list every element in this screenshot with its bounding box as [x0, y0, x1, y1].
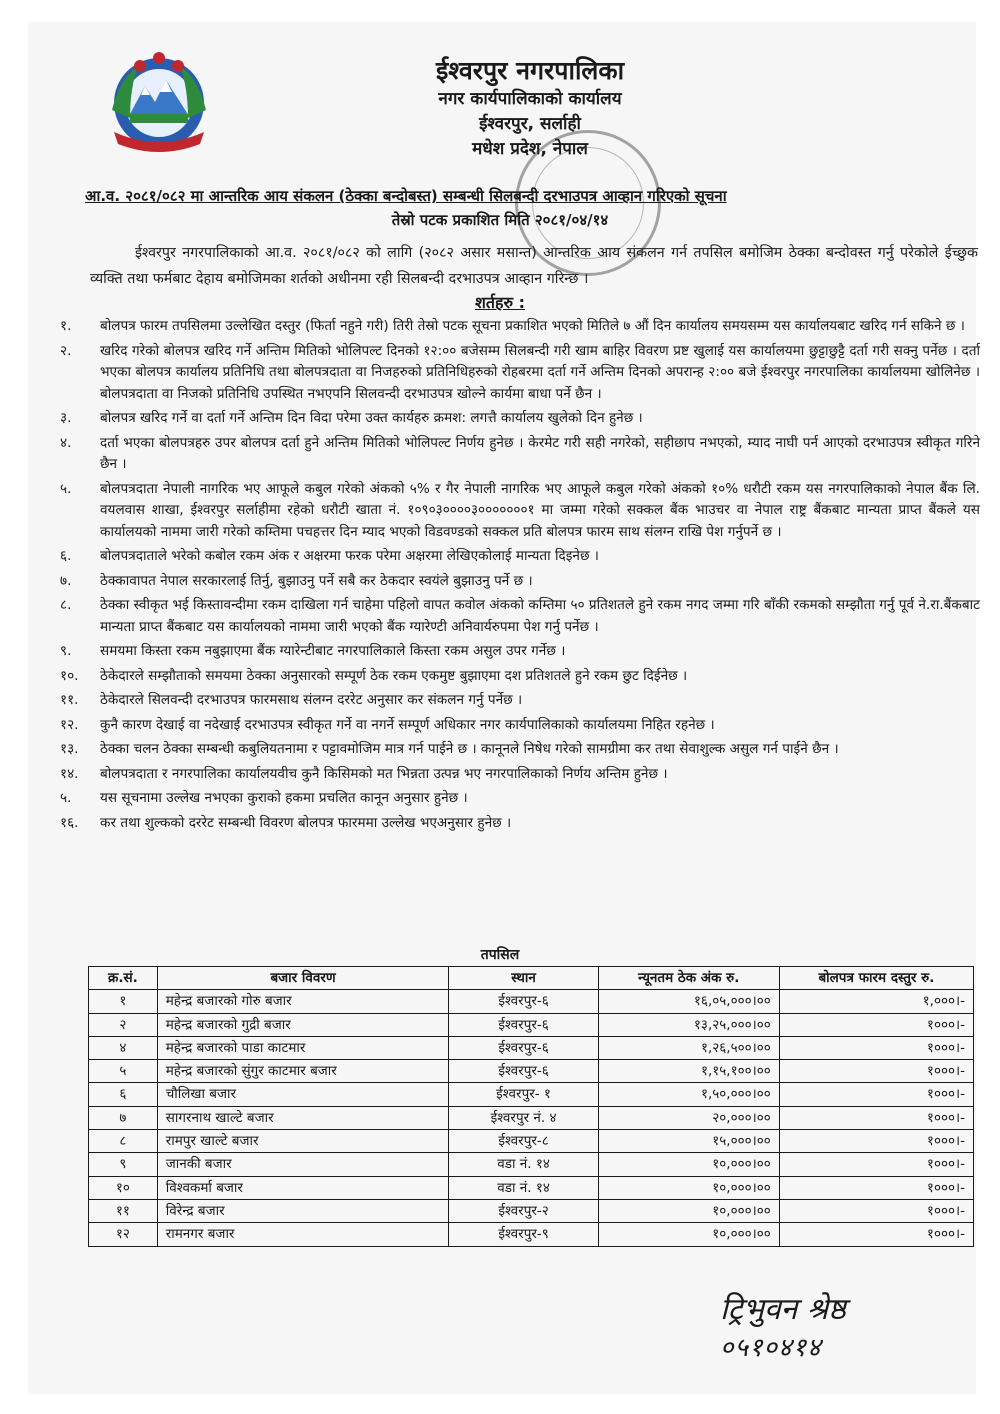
condition-number: १२. [60, 716, 79, 733]
condition-text: ठेक्कावापत नेपाल सरकारलाई तिर्नु, बुझाउनु पर्ने सबै कर ठेकदार स्वयंले बुझाउनु पर्ने छ । [100, 572, 533, 589]
cell-fee: १०००।- [779, 1106, 973, 1129]
cell-serial: ५ [89, 1060, 158, 1083]
cell-market: महेन्द्र बजारको सुंगुर काटमार बजार [157, 1060, 449, 1083]
header-form-fee: बोलपत्र फारम दस्तुर रु. [779, 967, 973, 990]
header-minimum-amount: न्यूनतम ठेक अंक रु. [598, 967, 779, 990]
cell-location: ईश्वरपुर-६ [449, 1013, 598, 1036]
header-market-description: बजार विवरण [157, 967, 449, 990]
table-row [89, 990, 974, 1013]
condition-number: ५. [60, 790, 72, 806]
cell-market: रामनगर बजार [157, 1223, 449, 1246]
intro-paragraph: ईश्वरपुर नगरपालिकाको आ.व. २०८१/०८२ को लागि (२०८२ असार मसान्त) आन्तरिक आय संकलन गर्न तपसिल बमोजिम ठेक्का बन्दोवस्त गर्नु परेकोले ईच्छुक व्यक्ति तथा फर्मबाट देहाय बमोजिमका शर्तको अधीनमा रही सिलबन्दी दरभाउपत्र आव्हान गरिन्छ । [90, 245, 978, 287]
condition-text: खरिद गरेको बोलपत्र खरिद गर्ने अन्तिम मितिको भोलिपल्ट दिनको १२:०० बजेसम्म सिलबन्दी गरी खाम बाहिर विवरण प्रष्ट खुलाई यस कार्यालयमा छुट्टाछुट्टै दर्ता गरी सक्नु पर्नेछ । दर्ता भएका बोलपत्र कार्यालय प्रतिनिधि तथा बोलपत्रदाता वा निजहरुको प्रतिनिधिहरुको रोहबरमा दर्ता गर्ने अन्तिम दिनको अपरान्ह २:०० बजे ईश्वरपुर नगरपालिका कार्यालयमा खोलिनेछ । बोलपत्रदाता वा निजको प्रतिनिधि उपस्थित नभएपनि सिलवन्दी दरभाउपत्र खोल्ने कार्यमा बाधा पर्ने छैन । [100, 342, 980, 402]
cell-fee: १०००।- [779, 1199, 973, 1222]
market-schedule-table [88, 966, 974, 1247]
condition-text: ठेक्का चलन ठेक्का सम्बन्धी कबुलियतनामा र पट्टावमोजिम मात्र गर्न पाईने छ । कानूनले निषेध गरेको सामग्रीमा कर तथा सेवाशुल्क असुल गर्न पाईने छैन । [100, 741, 839, 757]
cell-market: रामपुर खाल्टे बजार [157, 1130, 449, 1153]
cell-amount: १०,०००।०० [598, 1153, 779, 1176]
condition-text: यस सूचनामा उल्लेख नभएका कुराको हकमा प्रचलित कानून अनुसार हुनेछ । [100, 790, 468, 806]
condition-item [60, 433, 980, 476]
cell-amount: १०,०००।०० [598, 1223, 779, 1246]
condition-number: १०. [60, 667, 79, 684]
condition-text: बोलपत्र खरिद गर्ने वा दर्ता गर्ने अन्तिम दिन विदा परेमा उक्त कार्यहरु क्रमश: लगत्तै कार्यालय खुलेको दिन हुनेछ । [100, 410, 643, 426]
municipality-name: ईश्वरपुर नगरपालिका [435, 56, 625, 85]
cell-serial: १० [89, 1176, 158, 1199]
cell-serial: ४ [89, 1036, 158, 1059]
table-row [89, 1199, 974, 1222]
cell-fee: १०००।- [779, 1013, 973, 1036]
logo-flower-left [134, 60, 146, 72]
cell-market: सागरनाथ खाल्टे बजार [157, 1106, 449, 1129]
condition-text: कुनै कारण देखाई वा नदेखाई दरभाउपत्र स्वीकृत गर्ने वा नगर्ने सम्पूर्ण अधिकार नगर कार्यपालिकाको कार्यालयमा निहित रहनेछ । [100, 716, 715, 733]
cell-serial: २ [89, 1013, 158, 1036]
condition-text: बोलपत्र फारम तपसिलमा उल्लेखित दस्तुर (फिर्ता नहुने गरी) तिरी तेस्रो पटक सूचना प्रकाशित भएको मितिले ७ औं दिन कार्यालय समयसम्म यस कार्यालयबाट खरिद गर्न सकिने छ । [100, 318, 965, 334]
cell-amount: १,५०,०००।०० [598, 1083, 779, 1106]
cell-location: ईश्वरपुर-६ [449, 990, 598, 1013]
table-row [89, 1223, 974, 1246]
office-province: मधेश प्रदेश, नेपाल [472, 139, 588, 159]
cell-fee: १०००।- [779, 1153, 973, 1176]
table-header-row [89, 967, 974, 990]
cell-fee: १०००।- [779, 1130, 973, 1153]
cell-location: वडा नं. १४ [449, 1153, 598, 1176]
condition-text: ठेकेदारले सम्झौताको समयमा ठेक्का अनुसारको सम्पूर्ण ठेक रकम एकमुष्ट बुझाएमा दश प्रतिशतले हुने रकम छुट दिईनेछ । [100, 667, 688, 684]
signature-number: ०५१०४१४ [720, 1333, 822, 1363]
condition-text: दर्ता भएका बोलपत्रहरु उपर बोलपत्र दर्ता हुने अन्तिम मितिको भोलिपल्ट निर्णय हुनेछ । केरमेट गरी सही नगरेको, सहीछाप नभएको, म्याद नाघी पर्न आएको दरभाउपत्र स्वीकृत गरिने छैन । [100, 434, 980, 472]
condition-number: ६. [60, 548, 72, 564]
condition-number: २. [60, 342, 72, 359]
cell-amount: १,१५,१००।०० [598, 1060, 779, 1083]
table-caption: तपसिल [480, 947, 520, 963]
cell-market: चौलिखा बजार [157, 1083, 449, 1106]
handwritten-signature [720, 1290, 980, 1366]
office-name: नगर कार्यपालिकाको कार्यालय [438, 89, 622, 109]
condition-item [60, 715, 980, 737]
logo-flower-right [172, 60, 184, 72]
condition-text: कर तथा शुल्कको दररेट सम्बन्धी विवरण बोलपत्र फारममा उल्लेख भएअनुसार हुनेछ । [100, 814, 512, 831]
condition-item [60, 690, 980, 712]
condition-text: ठेकेदारले सिलवन्दी दरभाउपत्र फारमसाथ संलग्न दररेट अनुसार कर संकलन गर्नु पर्नेछ । [100, 692, 523, 708]
cell-fee: १०००।- [779, 1176, 973, 1199]
condition-item [60, 739, 980, 761]
cell-amount: १६,०५,०००।०० [598, 990, 779, 1013]
municipality-logo-emblem [100, 48, 218, 158]
cell-amount: २०,०००।०० [598, 1106, 779, 1129]
cell-market: विरेन्द्र बजार [157, 1199, 449, 1222]
header-location: स्थान [449, 967, 598, 990]
table-row [89, 1060, 974, 1083]
table-row [89, 1176, 974, 1199]
condition-number: ९. [60, 643, 72, 659]
cell-location: ईश्वरपुर- १ [449, 1083, 598, 1106]
notice-title: आ.व. २०८१/०८२ मा आन्तरिक आय संकलन (ठेक्का बन्दोबस्त) सम्बन्धी सिलबन्दी दरभाउपत्र आव्हान गरिएको सूचना [85, 187, 727, 205]
cell-market: जानकी बजार [157, 1153, 449, 1176]
condition-number: १४. [60, 765, 79, 782]
cell-location: ईश्वरपुर-८ [449, 1130, 598, 1153]
condition-item [60, 764, 980, 786]
condition-item [60, 571, 980, 593]
condition-number: ३. [60, 410, 72, 426]
cell-serial: ११ [89, 1199, 158, 1222]
table-row [89, 1106, 974, 1129]
table-row [89, 1036, 974, 1059]
condition-item [60, 595, 980, 638]
condition-item [60, 788, 980, 810]
condition-text: बोलपत्रदाता नेपाली नागरिक भए आफूले कबुल गरेको अंकको ५% र गैर नेपाली नागरिक भए आफूले कबुल गरेको अंकको १०% धरौटी रकम यस नगरपालिकाको नेपाल बैंक लि. वयलवास शाखा, ईश्वरपुर सर्लाहीमा रहेको धरौटी खाता नं. १०९०३००००३०००००००१ मा जम्मा गरेको सक्कल बैंक भाउचर वा नेपाल राष्ट्र बैंकबाट मान्यता प्राप्त बैंकले यस कार्यालयको नाममा जारी गरेको कम्तिमा पचहत्तर दिन म्याद भएको विडवण्डको सक्कल प्रति बोलपत्र फारम साथ संलग्न राखि पेश गर्नुपर्ने छ । [100, 480, 980, 540]
condition-item [60, 479, 980, 544]
cell-amount: १०,०००।०० [598, 1199, 779, 1222]
cell-location: ईश्वरपुर-६ [449, 1060, 598, 1083]
logo-ground [130, 114, 188, 123]
condition-item [60, 546, 980, 568]
conditions-list [60, 316, 980, 837]
cell-market: विश्वकर्मा बजार [157, 1176, 449, 1199]
logo-flower-top [153, 52, 165, 64]
signature-name: ट्रिभुवन श्रेष्ठ [720, 1292, 846, 1327]
cell-amount: १,२६,५००।०० [598, 1036, 779, 1059]
condition-number: १३. [60, 741, 79, 757]
cell-location: ईश्वरपुर-२ [449, 1199, 598, 1222]
table-row [89, 1153, 974, 1176]
cell-market: महेन्द्र बजारको गुद्री बजार [157, 1013, 449, 1036]
condition-item [60, 408, 980, 430]
cell-location: ईश्वरपुर नं. ४ [449, 1106, 598, 1129]
header-serial: क्र.सं. [89, 967, 158, 990]
condition-number: ७. [60, 572, 72, 589]
cell-amount: १०,०००।०० [598, 1176, 779, 1199]
condition-text: समयमा किस्ता रकम नबुझाएमा बैंक ग्यारेन्टीबाट नगरपालिकाले किस्ता रकम असुल उपर गर्नेछ । [100, 643, 566, 659]
cell-market: महेन्द्र बजारको पाडा काटमार [157, 1036, 449, 1059]
cell-serial: ७ [89, 1106, 158, 1129]
condition-item [60, 813, 980, 835]
cell-location: ईश्वरपुर-६ [449, 1036, 598, 1059]
letterhead [380, 55, 680, 162]
cell-fee: १०००।- [779, 1036, 973, 1059]
cell-market: महेन्द्र बजारको गोरु बजार [157, 990, 449, 1013]
cell-serial: ८ [89, 1130, 158, 1153]
cell-serial: १ [89, 990, 158, 1013]
cell-fee: १०००।- [779, 1060, 973, 1083]
condition-number: १६. [60, 814, 79, 831]
office-location: ईश्वरपुर, सर्लाही [479, 114, 581, 134]
publication-date-line: तेस्रो पटक प्रकाशित मिति २०८१/०४/१४ [391, 211, 609, 229]
table-row [89, 1130, 974, 1153]
cell-serial: ९ [89, 1153, 158, 1176]
condition-number: ८. [60, 597, 72, 613]
condition-item [60, 316, 980, 338]
cell-location: ईश्वरपुर-९ [449, 1223, 598, 1246]
condition-text: बोलपत्रदाता र नगरपालिका कार्यालयवीच कुनै किसिमको मत भिन्नता उत्पन्न भए नगरपालिकाको निर्णय अन्तिम हुनेछ । [100, 765, 668, 782]
condition-number: ११. [60, 692, 79, 708]
condition-number: ४. [60, 434, 72, 451]
cell-location: वडा नं. १४ [449, 1176, 598, 1199]
condition-text: ठेक्का स्वीकृत भई किस्तावन्दीमा रकम दाखिला गर्न चाहेमा पहिलो वापत कवोल अंकको कम्तिमा ५० प्रतिशतले हुने रकम नगद जम्मा गरि बाँकी रकमको सम्झौता गर्नु पूर्व ने.रा.बैंकबाट मान्यता प्राप्त बैंकबाट यस कार्यालयको नाममा जारी भएको बैंक ग्यारेण्टी अनिवार्यरुपमा पेश गर्नु पर्नेछ । [100, 597, 980, 635]
table-row [89, 1083, 974, 1106]
condition-item [60, 641, 980, 663]
conditions-heading: शर्तहरु : [474, 293, 526, 312]
cell-serial: ६ [89, 1083, 158, 1106]
cell-amount: १३,२५,०००।०० [598, 1013, 779, 1036]
cell-fee: १,०००।- [779, 990, 973, 1013]
condition-number: १. [60, 318, 72, 334]
table-row [89, 1013, 974, 1036]
cell-fee: १०००।- [779, 1223, 973, 1246]
cell-serial: १२ [89, 1223, 158, 1246]
condition-item [60, 341, 980, 406]
condition-number: ५. [60, 480, 72, 497]
condition-text: बोलपत्रदाताले भरेको कबोल रकम अंक र अक्षरमा फरक परेमा अक्षरमा लेखिएकोलाई मान्यता दिइनेछ । [100, 548, 599, 564]
condition-item [60, 666, 980, 688]
cell-fee: १०००।- [779, 1083, 973, 1106]
cell-amount: १५,०००।०० [598, 1130, 779, 1153]
